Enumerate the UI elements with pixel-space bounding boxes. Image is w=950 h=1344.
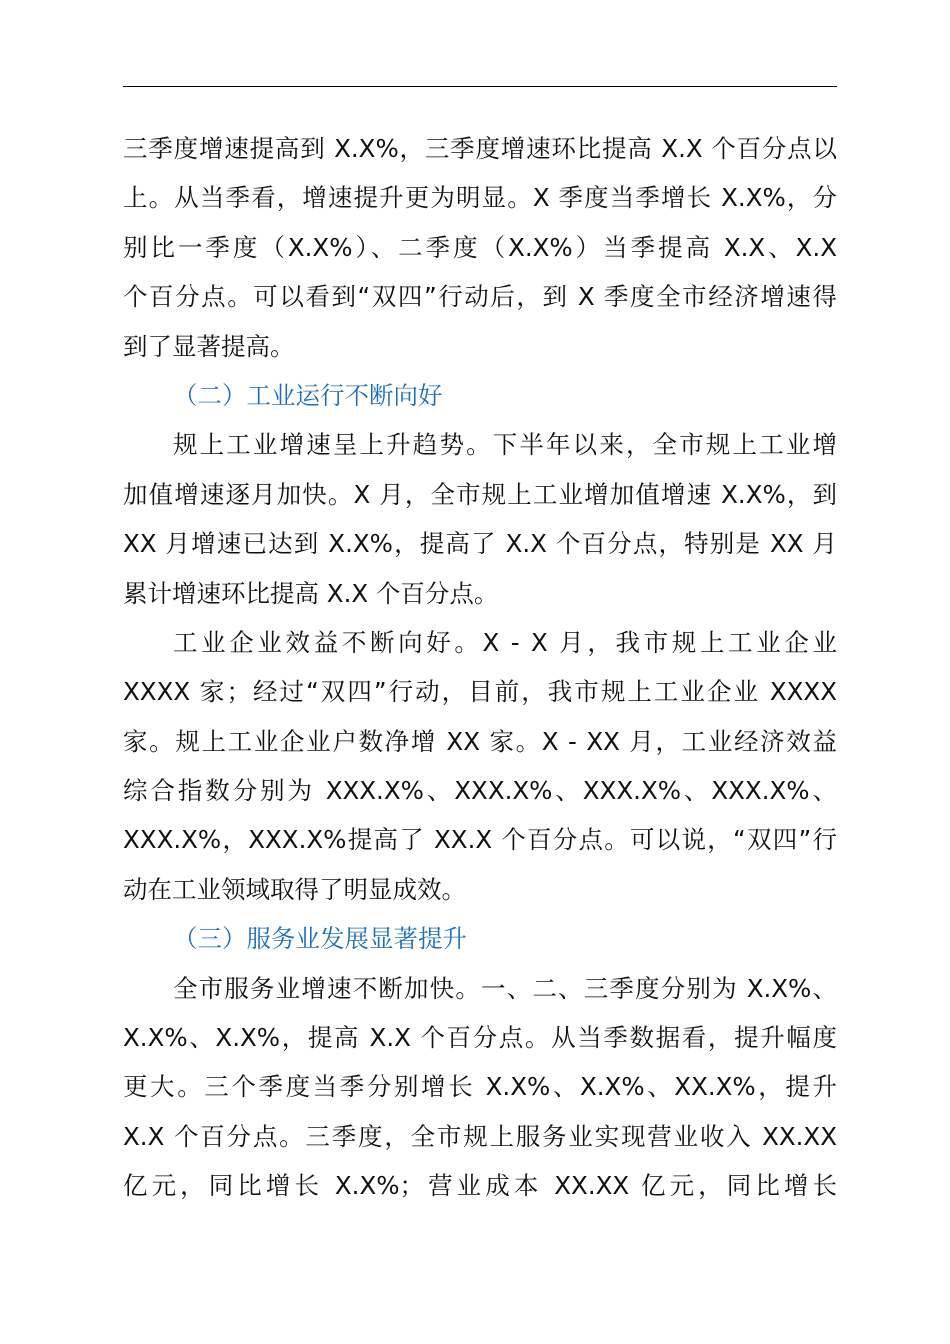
section-heading-3: （三）服务业发展显著提升 bbox=[173, 924, 467, 954]
body-line: 别比一季度（X.X%）、二季度（X.X%）当季提高 X.X、X.X bbox=[123, 232, 837, 262]
body-line: X.X 个百分点。三季度，全市规上服务业实现营业收入 XX.XX bbox=[123, 1121, 837, 1151]
paragraph-start: 全市服务业增速不断加快。一、二、三季度分别为 X.X%、 bbox=[173, 973, 837, 1003]
body-line: XX 月增速已达到 X.X%，提高了 X.X 个百分点，特别是 XX 月 bbox=[123, 529, 837, 559]
paragraph-start: 规上工业增速呈上升趋势。下半年以来，全市规上工业增 bbox=[173, 430, 837, 460]
body-line: 家。规上工业企业户数净增 XX 家。X - XX 月，工业经济效益 bbox=[123, 726, 837, 756]
body-line: 累计增速环比提高 X.X 个百分点。 bbox=[123, 578, 499, 608]
header-rule bbox=[123, 86, 837, 87]
body-line: XXXX 家；经过“双四”行动，目前，我市规上工业企业 XXXX bbox=[123, 677, 837, 707]
paragraph-start: 工业企业效益不断向好。X - X 月，我市规上工业企业 bbox=[173, 627, 837, 657]
document-body bbox=[123, 124, 837, 1211]
body-line: 个百分点。可以看到“双四”行动后，到 X 季度全市经济增速得 bbox=[123, 282, 837, 312]
body-line: XXX.X%，XXX.X%提高了 XX.X 个百分点。可以说，“双四”行 bbox=[123, 825, 837, 855]
body-line: 更大。三个季度当季分别增长 X.X%、X.X%、XX.X%，提升 bbox=[123, 1072, 837, 1102]
body-line: 亿元，同比增长 X.X%；营业成本 XX.XX 亿元，同比增长 bbox=[123, 1171, 837, 1201]
section-heading-2: （二）工业运行不断向好 bbox=[173, 380, 443, 410]
body-line: 综合指数分别为 XXX.X%、XXX.X%、XXX.X%、XXX.X%、 bbox=[123, 776, 837, 806]
body-line: 到了显著提高。 bbox=[123, 331, 295, 361]
body-line: 三季度增速提高到 X.X%，三季度增速环比提高 X.X 个百分点以 bbox=[123, 134, 837, 163]
body-line: 加值增速逐月加快。X 月，全市规上工业增加值增速 X.X%，到 bbox=[123, 479, 837, 509]
body-line: 动在工业领域取得了明显成效。 bbox=[123, 874, 466, 904]
body-line: X.X%、X.X%，提高 X.X 个百分点。从当季数据看，提升幅度 bbox=[123, 1023, 837, 1053]
body-line: 上。从当季看，增速提升更为明显。X 季度当季增长 X.X%，分 bbox=[123, 183, 837, 213]
